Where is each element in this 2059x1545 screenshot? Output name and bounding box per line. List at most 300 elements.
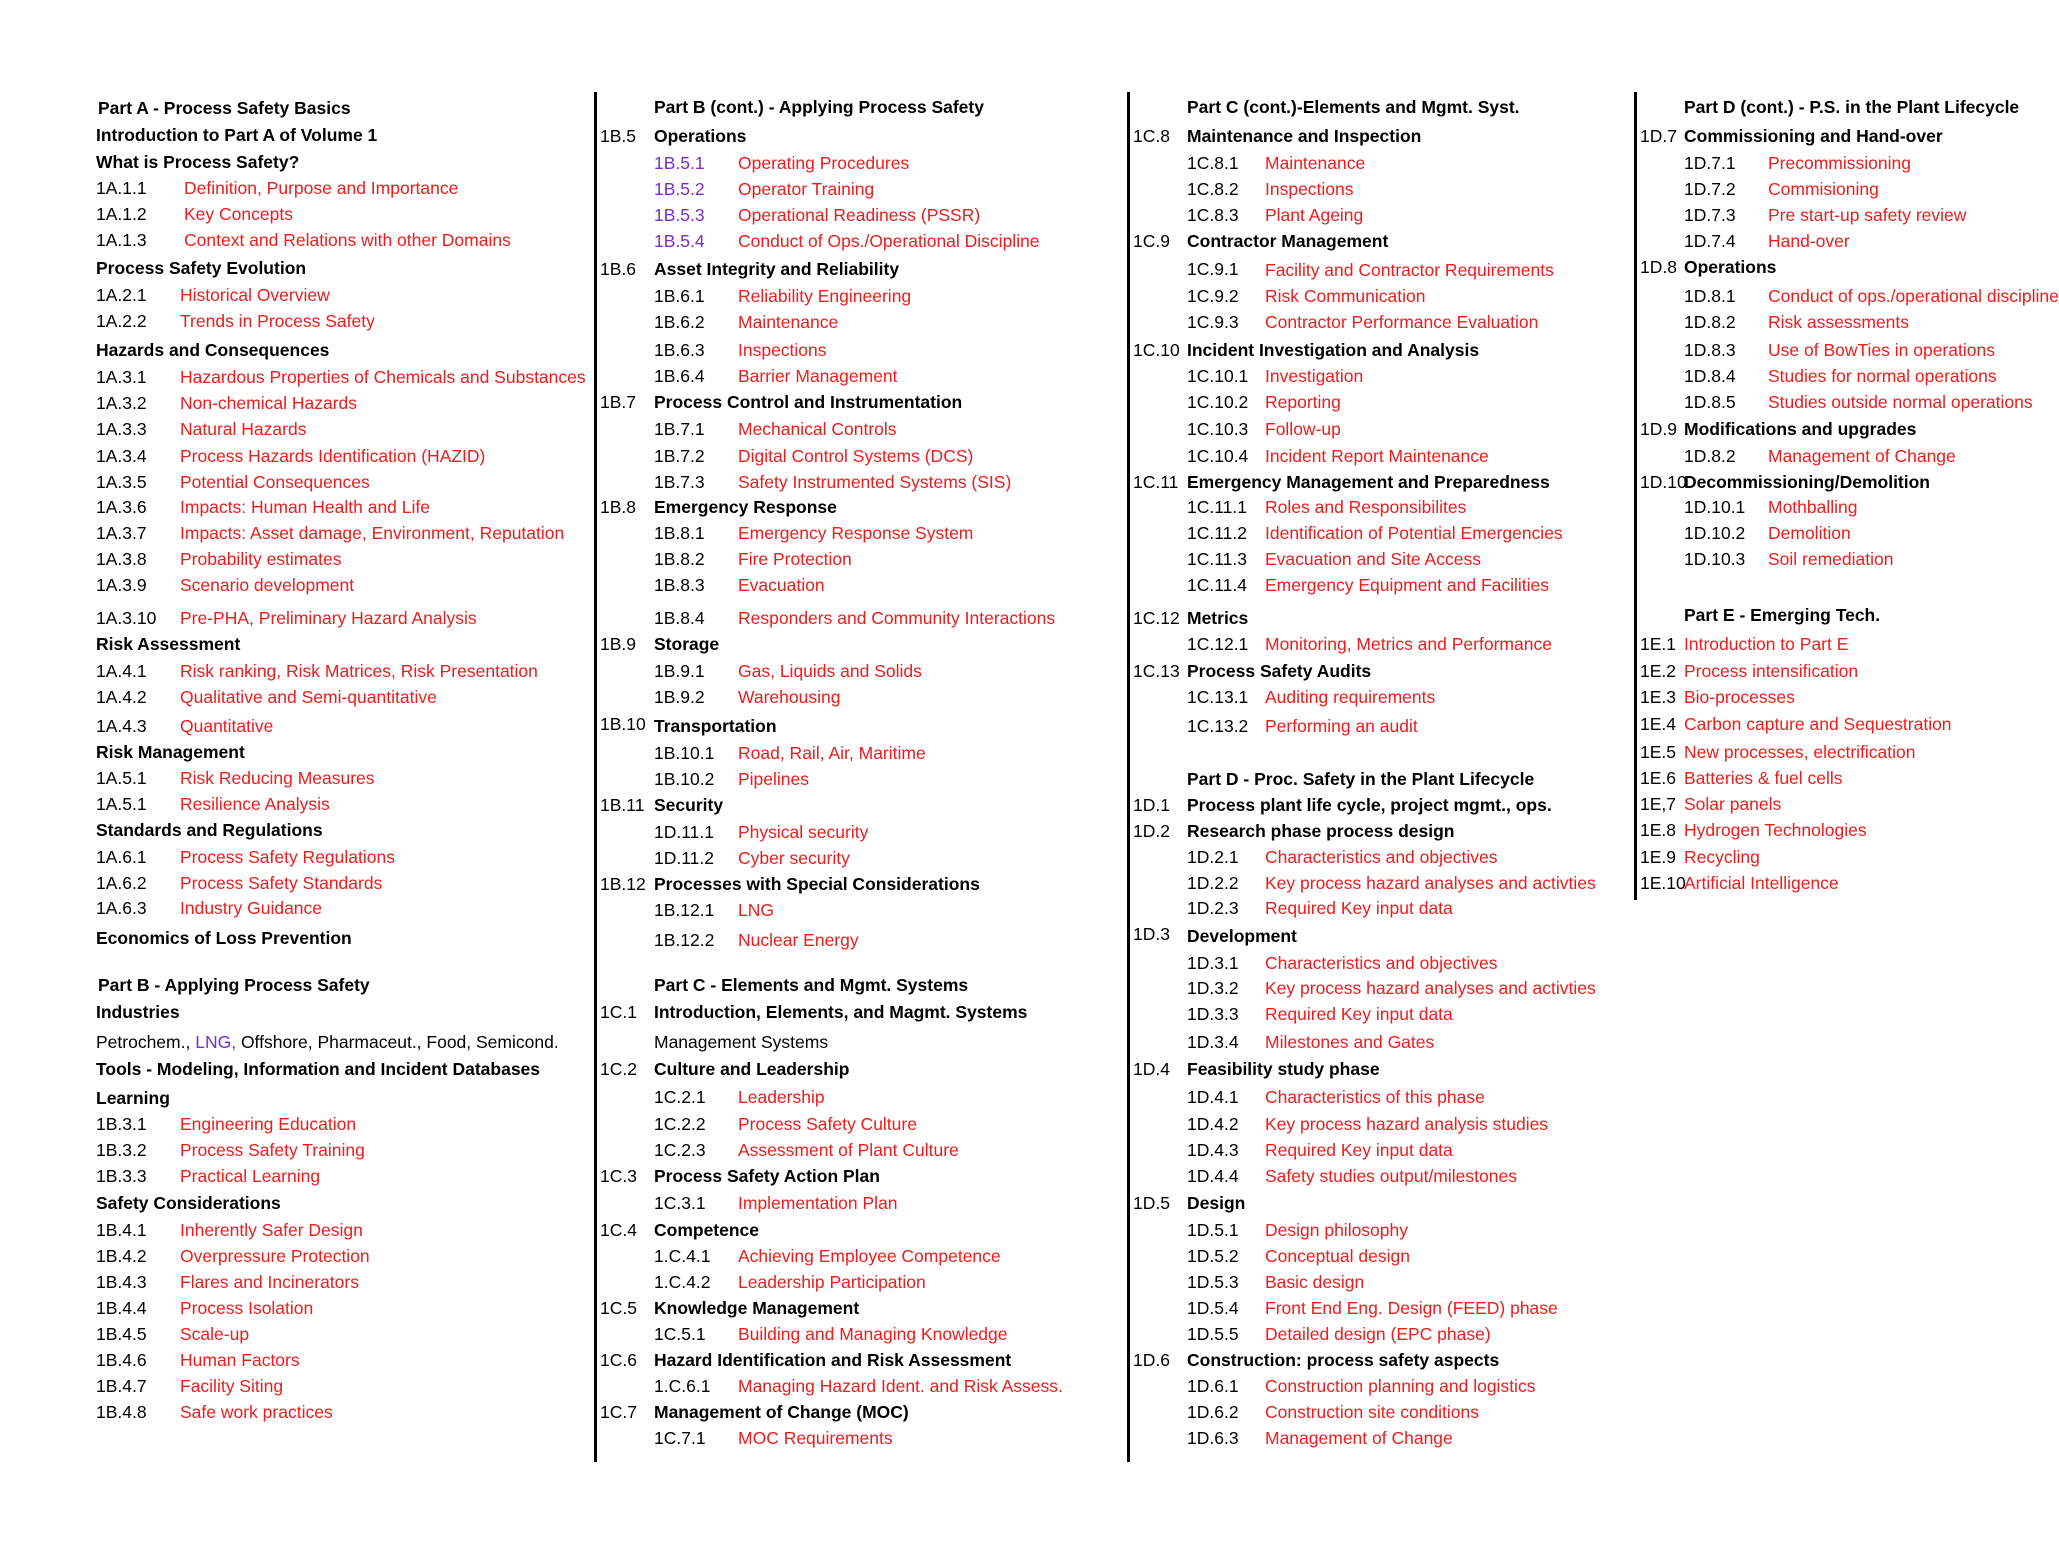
item-number: 1C.8.1 (1187, 153, 1239, 173)
list-item: Inspections (1265, 179, 1354, 199)
item-number: 1C.13.2 (1187, 716, 1249, 736)
list-item: Incident Report Maintenance (1265, 446, 1489, 466)
section-title: Process Control and Instrumentation (654, 392, 963, 412)
item-number: 1C.9.3 (1187, 312, 1239, 332)
section-number: 1C.6 (600, 1350, 637, 1370)
section-title: Operations (1684, 257, 1777, 277)
list-item: Operational Readiness (PSSR) (738, 205, 981, 225)
item-number: 1E.5 (1640, 742, 1676, 762)
section-number: 1C.3 (600, 1166, 637, 1186)
list-item: Implementation Plan (738, 1193, 898, 1213)
list-item: Detailed design (EPC phase) (1265, 1324, 1491, 1344)
list-item: Process Hazards Identification (HAZID) (180, 446, 486, 466)
list-item: Bio-processes (1684, 687, 1795, 707)
list-item: Demolition (1768, 523, 1851, 543)
section-title: Emergency Management and Preparedness (1187, 472, 1550, 492)
section-title: Introduction, Elements, and Magmt. Systems (654, 1002, 1028, 1022)
section-title: Competence (654, 1220, 760, 1240)
list-item: Fire Protection (738, 549, 852, 569)
section-number: 1B.11 (600, 795, 645, 815)
item-number: 1A.3.1 (96, 367, 147, 387)
list-item: Safety Instrumented Systems (SIS) (738, 472, 1012, 492)
item-number: 1A.4.1 (96, 661, 147, 681)
item-number: 1B.6.4 (654, 366, 705, 386)
item-number: 1B.10.2 (654, 769, 715, 789)
item-number: 1D.7.1 (1684, 153, 1736, 173)
list-item: Assessment of Plant Culture (738, 1140, 959, 1160)
item-number: 1C.13.1 (1187, 687, 1249, 707)
item-number: 1D.8.4 (1684, 366, 1736, 386)
section-number: 1C.13 (1133, 661, 1180, 681)
list-item: Plant Ageing (1265, 205, 1364, 225)
item-number: 1B.4.3 (96, 1272, 147, 1292)
part-a-header: Part A - Process Safety Basics (98, 98, 351, 119)
section-title: Hazard Identification and Risk Assessment (654, 1350, 1012, 1370)
item-number: 1A.3.6 (96, 497, 147, 517)
list-item: Follow-up (1265, 419, 1341, 439)
item-number: 1A.4.2 (96, 687, 147, 707)
item-number: 1D.10.3 (1684, 549, 1746, 569)
list-item: Scale-up (180, 1324, 250, 1344)
list-item: Leadership Participation (738, 1272, 926, 1292)
list-item: Maintenance (1265, 153, 1366, 173)
list-item: Definition, Purpose and Importance (184, 178, 459, 198)
list-item: Artificial Intelligence (1684, 873, 1839, 893)
list-item: Auditing requirements (1265, 687, 1436, 707)
list-item: Trends in Process Safety (180, 311, 375, 331)
list-item: Process Safety Training (180, 1140, 365, 1160)
item-number: 1E.1 (1640, 634, 1676, 654)
item-number: 1D.3.1 (1187, 953, 1239, 973)
item-number: 1C.2.1 (654, 1087, 706, 1107)
list-item: Hazardous Properties of Chemicals and Substances (180, 367, 586, 387)
section-number: 1D.8 (1640, 257, 1677, 277)
section-title: Design (1187, 1193, 1246, 1213)
section-number: 1D.10 (1640, 472, 1687, 492)
list-item: Road, Rail, Air, Maritime (738, 743, 926, 763)
list-item: Characteristics of this phase (1265, 1087, 1485, 1107)
item-number: 1C.10.2 (1187, 392, 1249, 412)
list-item: Process Safety Standards (180, 873, 383, 893)
item-number: 1D.7.3 (1684, 205, 1736, 225)
item-number: 1B.8.1 (654, 523, 705, 543)
list-item: Mechanical Controls (738, 419, 897, 439)
list-item: Impacts: Asset damage, Environment, Reputation (180, 523, 565, 543)
list-item: Hydrogen Technologies (1684, 820, 1867, 840)
list-item: LNG (738, 900, 774, 920)
section-number: 1C.5 (600, 1298, 637, 1318)
item-number: 1D.5.5 (1187, 1324, 1239, 1344)
item-number: 1B.5.1 (654, 153, 705, 173)
section-number: 1B.7 (600, 392, 636, 412)
item-number: 1B.4.6 (96, 1350, 147, 1370)
item-number: 1C.5.1 (654, 1324, 706, 1344)
item-number: 1B.8.4 (654, 608, 705, 628)
list-item: Historical Overview (180, 285, 330, 305)
item-number: 1A.1.1 (96, 178, 147, 198)
list-item: Reporting (1265, 392, 1341, 412)
section-number: 1B.10 (600, 714, 646, 734)
item-number: 1A.2.2 (96, 311, 147, 331)
item-number: 1C.8.2 (1187, 179, 1239, 199)
list-item: Hand-over (1768, 231, 1850, 251)
list-item: Studies outside normal operations (1768, 392, 2033, 412)
section-title: Contractor Management (1187, 231, 1389, 251)
section-number: 1C.2 (600, 1059, 637, 1079)
item-number: 1B.3.1 (96, 1114, 147, 1134)
section-title: Construction: process safety aspects (1187, 1350, 1500, 1370)
item-number: 1B.4.2 (96, 1246, 147, 1266)
list-item: Safety studies output/milestones (1265, 1166, 1517, 1186)
item-number: 1.C.6.1 (654, 1376, 711, 1396)
column-part-a (96, 0, 590, 1545)
column-divider (1127, 92, 1130, 1462)
list-item: Introduction to Part E (1684, 634, 1849, 654)
item-number: 1B.8.3 (654, 575, 705, 595)
list-item: Process Safety Regulations (180, 847, 395, 867)
item-number: 1B.7.2 (654, 446, 705, 466)
item-number: 1E.9 (1640, 847, 1676, 867)
item-number: 1C.2.3 (654, 1140, 706, 1160)
item-number: 1C.10.1 (1187, 366, 1249, 386)
part-b-cont-header: Part B (cont.) - Applying Process Safety (654, 97, 984, 118)
list-item: Probability estimates (180, 549, 342, 569)
item-number: 1D.3.2 (1187, 978, 1239, 998)
list-item: Nuclear Energy (738, 930, 859, 950)
item-number: 1C.10.4 (1187, 446, 1249, 466)
item-number: 1A.1.2 (96, 204, 147, 224)
list-item: Facility Siting (180, 1376, 284, 1396)
list-item: Operating Procedures (738, 153, 910, 173)
list-item: Design philosophy (1265, 1220, 1409, 1240)
item-number: 1C.12.1 (1187, 634, 1249, 654)
section-number: 1C.7 (600, 1402, 637, 1422)
list-item: Roles and Responsibilites (1265, 497, 1467, 517)
item-number: 1D.6.1 (1187, 1376, 1239, 1396)
item-number: 1A.5.1 (96, 794, 147, 814)
section-number: 1D.3 (1133, 924, 1170, 944)
list-item: Management of Change (1768, 446, 1956, 466)
list-item: Physical security (738, 822, 869, 842)
item-number: 1D.2.3 (1187, 898, 1239, 918)
item-number: 1D.3.3 (1187, 1004, 1239, 1024)
list-item: Conduct of Ops./Operational Discipline (738, 231, 1040, 251)
list-item: Key process hazard analyses and activties (1265, 873, 1596, 893)
item-number: 1C.2.2 (654, 1114, 706, 1134)
industries-heading: Industries (96, 1002, 180, 1022)
section-number: 1C.1 (600, 1002, 637, 1022)
section-number: 1D.6 (1133, 1350, 1170, 1370)
item-number: 1D.8.3 (1684, 340, 1736, 360)
item-number: 1B.4.8 (96, 1402, 147, 1422)
list-item: Key Concepts (184, 204, 293, 224)
item-number: 1.C.4.1 (654, 1246, 711, 1266)
item-number: 1B.6.3 (654, 340, 705, 360)
item-number: 1B.3.2 (96, 1140, 147, 1160)
list-item: Human Factors (180, 1350, 300, 1370)
list-item: Digital Control Systems (DCS) (738, 446, 974, 466)
list-item: Characteristics and objectives (1265, 953, 1498, 973)
section-number: 1D.5 (1133, 1193, 1170, 1213)
list-item: Building and Managing Knowledge (738, 1324, 1008, 1344)
list-item: Risk Reducing Measures (180, 768, 375, 788)
item-number: 1D.11.1 (654, 822, 714, 842)
item-number: 1C.3.1 (654, 1193, 706, 1213)
list-item: Inherently Safer Design (180, 1220, 363, 1240)
tools-heading: Tools - Modeling, Information and Incident Databases (96, 1059, 541, 1079)
item-number: 1D.7.4 (1684, 231, 1736, 251)
list-item: Emergency Equipment and Facilities (1265, 575, 1550, 595)
list-item: Facility and Contractor Requirements (1265, 260, 1554, 280)
list-item: Pre-PHA, Preliminary Hazard Analysis (180, 608, 477, 628)
item-number: 1C.11.4 (1187, 575, 1247, 595)
list-item: Management of Change (1265, 1428, 1453, 1448)
list-item: Required Key input data (1265, 1004, 1453, 1024)
list-item: Risk Communication (1265, 286, 1426, 306)
item-number: 1B.6.1 (654, 286, 705, 306)
item-number: 1A.6.2 (96, 873, 147, 893)
list-item: Monitoring, Metrics and Performance (1265, 634, 1552, 654)
item-number: 1D.10.2 (1684, 523, 1746, 543)
list-item: Construction planning and logistics (1265, 1376, 1536, 1396)
column-part-c (1133, 0, 1633, 1545)
item-number: 1D.5.3 (1187, 1272, 1239, 1292)
list-item: Recycling (1684, 847, 1760, 867)
part-c-cont-header: Part C (cont.)-Elements and Mgmt. Syst. (1187, 97, 1520, 118)
list-item: MOC Requirements (738, 1428, 893, 1448)
list-item: Evacuation (738, 575, 825, 595)
section-title: Decommissioning/Demolition (1684, 472, 1930, 492)
evolution-heading: Process Safety Evolution (96, 258, 307, 278)
section-number: 1B.12 (600, 874, 646, 894)
list-item: Milestones and Gates (1265, 1032, 1435, 1052)
item-number: 1D.5.1 (1187, 1220, 1239, 1240)
list-item: Precommissioning (1768, 153, 1911, 173)
learning-heading: Learning (96, 1088, 170, 1108)
list-item: Required Key input data (1265, 1140, 1453, 1160)
item-number: 1D.8.5 (1684, 392, 1736, 412)
section-number: 1B.9 (600, 634, 636, 654)
item-number: 1C.11.1 (1187, 497, 1247, 517)
section-number: 1C.11 (1133, 472, 1179, 492)
list-item: Construction site conditions (1265, 1402, 1479, 1422)
item-number: 1D.2.2 (1187, 873, 1239, 893)
item-number: 1D.5.2 (1187, 1246, 1239, 1266)
item-number: 1C.11.2 (1187, 523, 1247, 543)
part-b-header: Part B - Applying Process Safety (98, 975, 370, 996)
list-item: Required Key input data (1265, 898, 1453, 918)
item-number: 1B.12.2 (654, 930, 715, 950)
item-number: 1A.3.8 (96, 549, 147, 569)
item-number: 1E,7 (1640, 794, 1676, 814)
item-number: 1E.4 (1640, 714, 1676, 734)
list-item: Industry Guidance (180, 898, 323, 918)
item-number: 1B.6.2 (654, 312, 705, 332)
item-number: 1D.6.3 (1187, 1428, 1239, 1448)
list-item: Solar panels (1684, 794, 1782, 814)
list-item: Flares and Incinerators (180, 1272, 359, 1292)
item-number: 1C.8.3 (1187, 205, 1239, 225)
section-title: Asset Integrity and Reliability (654, 259, 900, 279)
list-item: Qualitative and Semi-quantitative (180, 687, 437, 707)
list-item: Mothballing (1768, 497, 1858, 517)
section-title: Development (1187, 926, 1297, 946)
section-title: Processes with Special Considerations (654, 874, 980, 894)
item-number: 1D.8.1 (1684, 286, 1736, 306)
item-number: 1E.3 (1640, 687, 1676, 707)
safety-considerations-heading: Safety Considerations (96, 1193, 281, 1213)
list-item: Barrier Management (738, 366, 898, 386)
intro-heading: Introduction to Part A of Volume 1 (96, 125, 378, 145)
list-item: Soil remediation (1768, 549, 1894, 569)
item-number: 1D.4.3 (1187, 1140, 1239, 1160)
item-number: 1B.4.7 (96, 1376, 147, 1396)
item-number: 1B.5.4 (654, 231, 705, 251)
list-item: Overpressure Protection (180, 1246, 370, 1266)
list-item: Process intensification (1684, 661, 1859, 681)
item-number: 1B.7.3 (654, 472, 705, 492)
column-part-d (1640, 0, 2059, 1545)
list-item: Basic design (1265, 1272, 1365, 1292)
list-item: Practical Learning (180, 1166, 321, 1186)
list-item: Achieving Employee Competence (738, 1246, 1001, 1266)
list-item: Commisioning (1768, 179, 1879, 199)
section-title: Process Safety Audits (1187, 661, 1372, 681)
list-item: Characteristics and objectives (1265, 847, 1498, 867)
list-item: Inspections (738, 340, 827, 360)
section-title: Incident Investigation and Analysis (1187, 340, 1480, 360)
list-item: Conduct of ops./operational discipline (1768, 286, 2059, 306)
item-number: 1E.6 (1640, 768, 1676, 788)
item-number: 1A.3.7 (96, 523, 147, 543)
list-item: Safe work practices (180, 1402, 333, 1422)
item-number: 1D.8.2 (1684, 446, 1736, 466)
list-item: Process Isolation (180, 1298, 314, 1318)
list-item: Emergency Response System (738, 523, 974, 543)
section-title: Transportation (654, 716, 777, 736)
section-subtitle: Management Systems (654, 1032, 829, 1052)
item-number: 1C.11.3 (1187, 549, 1247, 569)
list-item: Carbon capture and Sequestration (1684, 714, 1952, 734)
list-item: Leadership (738, 1087, 825, 1107)
item-number: 1B.4.1 (96, 1220, 147, 1240)
list-item: Managing Hazard Ident. and Risk Assess. (738, 1376, 1063, 1396)
item-number: 1D.8.2 (1684, 312, 1736, 332)
list-item: Resilience Analysis (180, 794, 330, 814)
section-title: Research phase process design (1187, 821, 1455, 841)
item-number: 1B.12.1 (654, 900, 715, 920)
list-item: Gas, Liquids and Solids (738, 661, 922, 681)
item-number: 1B.9.2 (654, 687, 705, 707)
list-item: Studies for normal operations (1768, 366, 1997, 386)
item-number: 1A.1.3 (96, 230, 147, 250)
item-number: 1B.3.3 (96, 1166, 147, 1186)
item-number: 1A.3.2 (96, 393, 147, 413)
list-item: Key process hazard analyses and activties (1265, 978, 1596, 998)
list-item: Operator Training (738, 179, 875, 199)
list-item: Batteries & fuel cells (1684, 768, 1843, 788)
list-item: Potential Consequences (180, 472, 370, 492)
section-title: Process Safety Action Plan (654, 1166, 880, 1186)
section-title: Modifications and upgrades (1684, 419, 1917, 439)
item-number: 1D.6.2 (1187, 1402, 1239, 1422)
list-item: Quantitative (180, 716, 274, 736)
item-number: 1A.3.4 (96, 446, 147, 466)
section-number: 1C.8 (1133, 126, 1170, 146)
item-number: 1E.2 (1640, 661, 1676, 681)
list-item: New processes, electrification (1684, 742, 1916, 762)
section-number: 1B.5 (600, 126, 636, 146)
list-item: Impacts: Human Health and Life (180, 497, 430, 517)
list-item: Contractor Performance Evaluation (1265, 312, 1539, 332)
list-item: Investigation (1265, 366, 1364, 386)
item-number: 1D.5.4 (1187, 1298, 1239, 1318)
list-item: Cyber security (738, 848, 850, 868)
item-number: 1D.7.2 (1684, 179, 1736, 199)
section-title: Maintenance and Inspection (1187, 126, 1422, 146)
item-number: 1A.5.1 (96, 768, 147, 788)
list-item: Use of BowTies in operations (1768, 340, 1995, 360)
item-number: 1B.9.1 (654, 661, 705, 681)
list-item: Process Safety Culture (738, 1114, 917, 1134)
item-number: 1D.11.2 (654, 848, 714, 868)
list-item: Context and Relations with other Domains (184, 230, 511, 250)
item-number: 1A.3.5 (96, 472, 147, 492)
section-title: Metrics (1187, 608, 1249, 628)
list-item: Pipelines (738, 769, 810, 789)
part-e-header: Part E - Emerging Tech. (1684, 605, 1880, 626)
list-item: Front End Eng. Design (FEED) phase (1265, 1298, 1558, 1318)
list-item: Natural Hazards (180, 419, 307, 439)
list-item: Evacuation and Site Access (1265, 549, 1481, 569)
section-number: 1D.2 (1133, 821, 1170, 841)
section-title: Commissioning and Hand-over (1684, 126, 1943, 146)
section-title: Feasibility study phase (1187, 1059, 1380, 1079)
section-title: Security (654, 795, 724, 815)
list-item: Risk ranking, Risk Matrices, Risk Presentation (180, 661, 538, 681)
section-title: Operations (654, 126, 747, 146)
list-item: Non-chemical Hazards (180, 393, 358, 413)
section-title: Knowledge Management (654, 1298, 860, 1318)
column-divider (1634, 92, 1637, 900)
list-item: Warehousing (738, 687, 841, 707)
industries-line: Petrochem., LNG, Offshore, Pharmaceut., Food, Semicond. (96, 1032, 559, 1052)
list-item: Conceptual design (1265, 1246, 1410, 1266)
list-item: Pre start-up safety review (1768, 205, 1967, 225)
part-d-cont-header: Part D (cont.) - P.S. in the Plant Lifecycle (1684, 97, 2019, 118)
section-number: 1C.9 (1133, 231, 1170, 251)
list-item: Identification of Potential Emergencies (1265, 523, 1563, 543)
section-title: Management of Change (MOC) (654, 1402, 909, 1422)
section-number: 1D.7 (1640, 126, 1677, 146)
section-number: 1C.10 (1133, 340, 1180, 360)
list-item: Reliability Engineering (738, 286, 912, 306)
item-number: 1D.4.1 (1187, 1087, 1239, 1107)
item-number: 1D.4.4 (1187, 1166, 1239, 1186)
economics-heading: Economics of Loss Prevention (96, 928, 352, 948)
list-item: Performing an audit (1265, 716, 1418, 736)
item-number: 1D.3.4 (1187, 1032, 1239, 1052)
item-number: 1A.2.1 (96, 285, 147, 305)
list-item: Engineering Education (180, 1114, 357, 1134)
item-number: 1B.10.1 (654, 743, 715, 763)
item-number: 1B.4.4 (96, 1298, 147, 1318)
item-number: 1C.10.3 (1187, 419, 1249, 439)
risk-assessment-heading: Risk Assessment (96, 634, 241, 654)
section-title: Process plant life cycle, project mgmt., ops. (1187, 795, 1552, 815)
part-d-header: Part D - Proc. Safety in the Plant Lifecycle (1187, 769, 1534, 790)
column-divider (594, 92, 597, 1462)
